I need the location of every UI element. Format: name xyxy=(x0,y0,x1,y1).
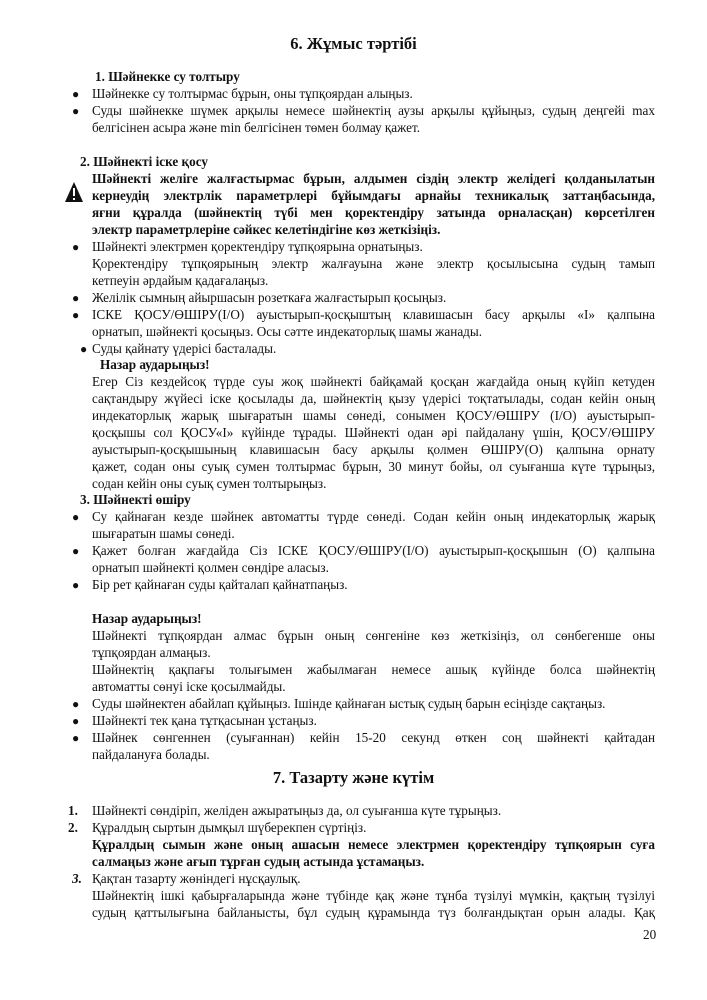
bullet: ● xyxy=(72,731,80,745)
bullet: ● xyxy=(72,291,80,305)
warning-text: электр параметрлеріне сәйкес келетіндігіне көз жеткізіңіз. xyxy=(92,222,441,237)
text-line: ауыстырып-қосқышының клавишасын басу арқылы қолмен ӨШІРУ(О) қалпына орнату xyxy=(92,442,655,457)
text-line: Желілік сымның айыршасын розеткаға жалғастырып қосыңыз. xyxy=(92,290,447,305)
text-line: Суды шәйнекке шүмек арқылы немесе шәйнектің аузы арқылы құйыңыз, судың деңгейі max xyxy=(92,103,655,118)
text-line: белгісінен асыра және min белгісінен төмен болмау қажет. xyxy=(92,120,421,135)
warning-text: яғни құралда (шәйнектің түбі мен қоректендіру затында орналасқан) көрсетілген xyxy=(92,205,655,220)
section-6-title: 6. Жұмыс тәртібі xyxy=(290,34,417,53)
text-line: Шәйнектің қақпағы толығымен жабылмаған немесе ашық күйінде болса шәйнектің xyxy=(92,662,655,677)
text-line: Қақтан тазарту жөніндегі нұсқаулық. xyxy=(92,871,301,886)
text-line: Бір рет қайнаған суды қайталап қайнатпаңыз. xyxy=(92,577,348,592)
text-line: қосқышы сол ҚОСУ«I» күйінде тұрады. Шәйнекті одан әрі пайдалану үшін, ҚОСУ/ӨШІРУ xyxy=(92,425,655,440)
text-line: ІСКЕ ҚОСУ/ӨШІРУ(I/O) ауыстырып-қосқыштың клавишасын басу арқылы «I» қалпына xyxy=(92,307,655,322)
text-line: орнатып, шәйнекті қосыңыз. Осы сәтте индекаторлық шамы жанады. xyxy=(92,324,483,339)
subsection-2-heading: 2. Шәйнекті іске қосу xyxy=(80,154,209,169)
warning-icon xyxy=(64,181,84,203)
warning-text: Құралдың сымын және оның ашасын немесе электрмен қоректендіру тұпқоярын суға xyxy=(92,837,655,852)
bullet: ● xyxy=(72,104,80,118)
text-line: содан кейін оны суық сумен толтырыңыз. xyxy=(92,476,327,491)
text-line: қажет, содан оны суық сумен толтырмас бұрын, 30 минут бойы, ол суығанша күте тұрыңыз, xyxy=(92,459,655,474)
bullet: ● xyxy=(72,308,80,322)
bullet: ● xyxy=(72,544,80,558)
text-line: Шәйнекті сөндіріп, желіден ажыратыңыз да, ол суығанша күте тұрыңыз. xyxy=(92,803,502,818)
text-line: Су қайнаған кезде шәйнек автоматты түрде сөнеді. Содан кейін оның индекаторлық жарық xyxy=(92,509,655,524)
bullet: ● xyxy=(72,697,80,711)
list-number: 3. xyxy=(72,871,82,886)
text-line: шығаратын шамы сөнеді. xyxy=(92,526,235,541)
text-line: Суды қайнату үдерісі басталады. xyxy=(92,341,277,356)
bullet: ● xyxy=(72,240,80,254)
text-line: Қажет болған жағдайда Сіз ІСКЕ ҚОСУ/ӨШІРУ(I/O) ауыстырып-қосқышын (О) қалпына xyxy=(92,543,655,558)
text-line: тұпқоярдан алмаңыз. xyxy=(92,645,211,660)
text-line: Шәйнекке су толтырмас бұрын, оны тұпқоярдан алыңыз. xyxy=(92,86,413,101)
subsection-3-heading: 3. Шәйнекті өшіру xyxy=(80,492,191,507)
bullet: ● xyxy=(72,87,80,101)
text-line: Шәйнектің ішкі қабырғаларында және түбінде қақ және тұнба түзілуі мүмкін, қақтың түзілуі xyxy=(92,888,655,903)
text-line: Шәйнекті тек қана тұтқасынан ұстаңыз. xyxy=(92,713,317,728)
text-line: Егер Сіз кездейсоқ түрде суы жоқ шәйнекті байқамай қосқан жағдайда оның күйіп кетуден xyxy=(92,374,655,389)
warning-text: салмаңыз және ағып тұрған судың астында ұстамаңыз. xyxy=(92,854,425,869)
list-number: 2. xyxy=(68,820,78,835)
attention-heading: Назар аударыңыз! xyxy=(92,611,202,626)
bullet: ● xyxy=(72,714,80,728)
bullet: ● xyxy=(72,510,80,524)
warning-text: Шәйнекті желіге жалғастырмас бұрын, алдымен сіздің электр желідегі қолданылатын xyxy=(92,171,655,186)
section-7-title: 7. Тазарту және күтім xyxy=(272,768,435,787)
text-line: Шәйнек сөнгеннен (суығаннан) кейін 15-20 секунд өткен соң шәйнекті қайтадан xyxy=(92,730,655,745)
text-line: сақтандыру жүйесі іске қосылады да, шәйнектің қызу үдерісі тоқтатылады, содан кейін оның xyxy=(92,391,655,406)
text-line: судың қаттылығына байланысты, бұл судың құрамында түз болғандықтан орын алады. Қақ xyxy=(92,905,655,920)
list-number: 1. xyxy=(68,803,78,818)
bullet: ● xyxy=(80,342,88,356)
text-line: Шәйнекті тұпқоярдан алмас бұрын оның сөнгеніне көз жеткізіңіз, ол сөнбегенше оны xyxy=(92,628,655,643)
text-line: пайдалануға болады. xyxy=(92,747,210,762)
text-line: орнатып шәйнекті қолмен сөндіре аласыз. xyxy=(92,560,329,575)
text-line: Шәйнекті электрмен қоректендіру тұпқоярына орнатыңыз. xyxy=(92,239,423,254)
text-line: индекаторлық жарық шығаратын шамы сөнеді, сонымен ҚОСУ/ӨШІРУ (I/O) ауыстырып- xyxy=(92,408,655,423)
text-line: кетпеуін әрдайым қадағалаңыз. xyxy=(92,273,269,288)
text-line: автоматты сөнуі іске қосылмайды. xyxy=(92,679,286,694)
text-line: Суды шәйнектен абайлап құйыңыз. Ішінде қайнаған ыстық судың барын есіңізде сақтаңыз. xyxy=(92,696,606,711)
subsection-1-heading: 1. Шәйнекке су толтыру xyxy=(95,69,240,84)
bullet: ● xyxy=(72,578,80,592)
text-line: Қоректендіру тұпқоярының электр жалғауына және электр қосылысына судың тамып xyxy=(92,256,655,271)
attention-heading: Назар аударыңыз! xyxy=(100,357,210,372)
page-number: 20 xyxy=(643,927,657,942)
text-line: Құралдың сыртын дымқыл шүберекпен сүртіңіз. xyxy=(92,820,367,835)
warning-text: кернеудің электрлік параметрлері бұйымдағы арнайы техникалық заттаңбасында, xyxy=(92,188,655,203)
